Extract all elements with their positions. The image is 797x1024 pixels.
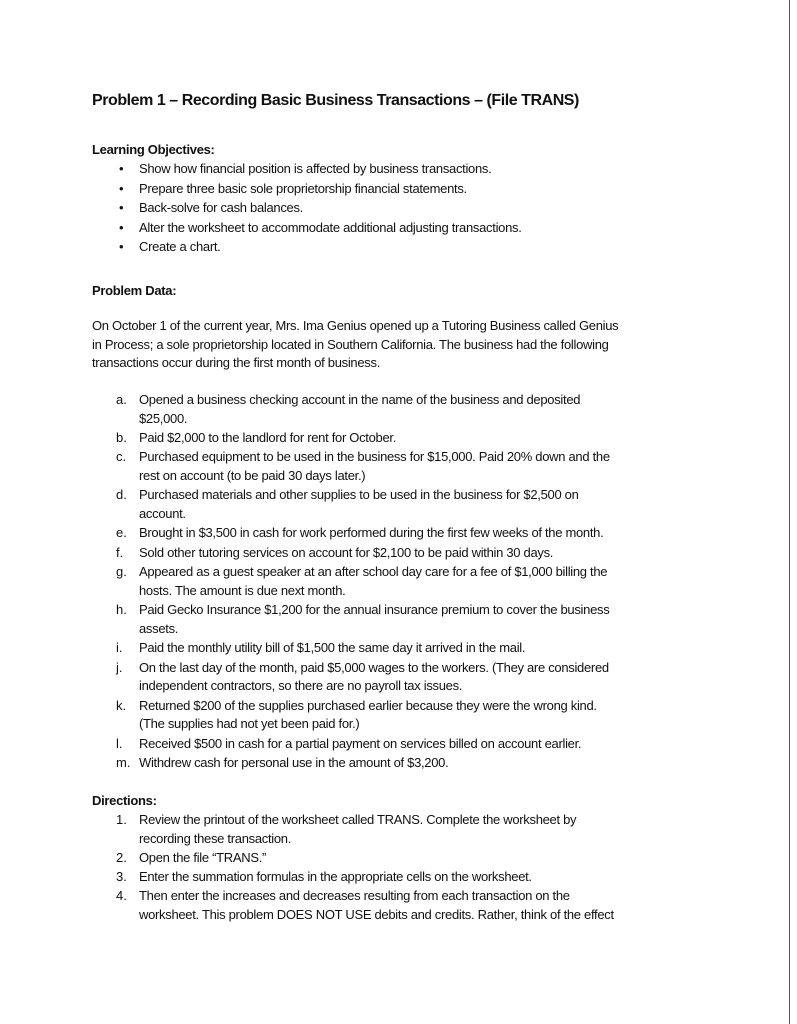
transaction-marker: b. (116, 430, 127, 445)
section-heading-learning-objectives: Learning Objectives: (92, 142, 215, 157)
intro-paragraph-line: in Process; a sole proprietorship located in Southern California. The business had the following (92, 336, 609, 352)
transaction-text: Purchased materials and other supplies to be used in the business for $2,500 on (139, 487, 579, 503)
transaction-text: Appeared as a guest speaker at an after school day care for a fee of $1,000 billing the (139, 564, 608, 580)
objective-item: Show how financial position is affected by business transactions. (139, 161, 492, 176)
transaction-text: account. (139, 506, 186, 521)
direction-marker: 3. (116, 869, 127, 884)
direction-text: Open the file “TRANS.” (139, 850, 267, 865)
transaction-marker: f. (116, 544, 124, 560)
transaction-text: hosts. The amount is due next month. (139, 582, 346, 598)
transaction-marker: m. (116, 755, 131, 770)
transaction-text: rest on account (to be paid 30 days later.) (139, 468, 366, 483)
bullet-icon: • (119, 200, 124, 215)
direction-marker: 2. (116, 850, 127, 865)
transaction-marker: h. (116, 602, 127, 618)
transaction-marker: d. (116, 487, 127, 503)
transaction-text: independent contractors, so there are no payroll tax issues. (139, 678, 463, 694)
bullet-icon: • (119, 161, 124, 176)
bullet-icon: • (119, 180, 124, 196)
direction-text: recording these transaction. (139, 831, 292, 846)
direction-text: Enter the summation formulas in the appropriate cells on the worksheet. (139, 869, 532, 884)
section-heading-problem-data: Problem Data: (92, 283, 177, 298)
transaction-text: $25,000. (139, 410, 188, 426)
objective-item: Alter the worksheet to accommodate additional adjusting transactions. (139, 219, 522, 235)
objective-item: Prepare three basic sole proprietorship financial statements. (139, 180, 467, 196)
section-heading-directions: Directions: (92, 793, 157, 808)
transaction-marker: g. (116, 564, 127, 580)
intro-paragraph-line: transactions occur during the first month of business. (92, 355, 381, 370)
transaction-text: Purchased equipment to be used in the business for $15,000. Paid 20% down and the (139, 449, 610, 465)
transaction-text: Opened a business checking account in the name of the business and deposited (139, 392, 581, 407)
transaction-text: Received $500 in cash for a partial payment on services billed on account earlier. (139, 735, 582, 751)
transaction-text: On the last day of the month, paid $5,000 wages to the workers. (They are considered (139, 659, 609, 675)
transaction-text: Sold other tutoring services on account for $2,100 to be paid within 30 days. (139, 544, 554, 560)
page-title: Problem 1 – Recording Basic Business Transactions – (File TRANS) (92, 92, 579, 109)
transaction-marker: j. (116, 659, 123, 675)
transaction-text: Paid $2,000 to the landlord for rent for October. (139, 430, 397, 445)
transaction-text: assets. (139, 620, 179, 636)
objective-item: Create a chart. (139, 239, 221, 254)
direction-marker: 4. (116, 888, 127, 903)
transaction-marker: i. (116, 640, 123, 656)
transaction-text: Paid Gecko Insurance $1,200 for the annual insurance premium to cover the business (139, 602, 610, 618)
transaction-marker: a. (116, 392, 127, 407)
transaction-text: (The supplies had not yet been paid for.) (139, 716, 360, 732)
direction-text: worksheet. This problem DOES NOT USE debits and credits. Rather, think of the effect (139, 907, 614, 922)
transaction-text: Returned $200 of the supplies purchased earlier because they were the wrong kind. (139, 697, 597, 713)
bullet-icon: • (119, 239, 124, 254)
direction-text: Review the printout of the worksheet called TRANS. Complete the worksheet by (139, 812, 577, 827)
bullet-icon: • (119, 219, 124, 235)
transaction-text: Brought in $3,500 in cash for work performed during the first few weeks of the month. (139, 525, 604, 541)
transaction-marker: k. (116, 697, 127, 713)
transaction-text: Paid the monthly utility bill of $1,500 the same day it arrived in the mail. (139, 640, 526, 656)
transaction-marker: l. (116, 735, 123, 751)
intro-paragraph-line: On October 1 of the current year, Mrs. Ima Genius opened up a Tutoring Business called Genius (92, 318, 619, 333)
transaction-marker: e. (116, 525, 127, 541)
direction-text: Then enter the increases and decreases resulting from each transaction on the (139, 888, 570, 903)
transaction-marker: c. (116, 449, 127, 465)
direction-marker: 1. (116, 812, 127, 827)
page-edge-line (789, 0, 790, 1024)
transaction-text: Withdrew cash for personal use in the amount of $3,200. (139, 755, 449, 770)
objective-item: Back-solve for cash balances. (139, 200, 303, 215)
